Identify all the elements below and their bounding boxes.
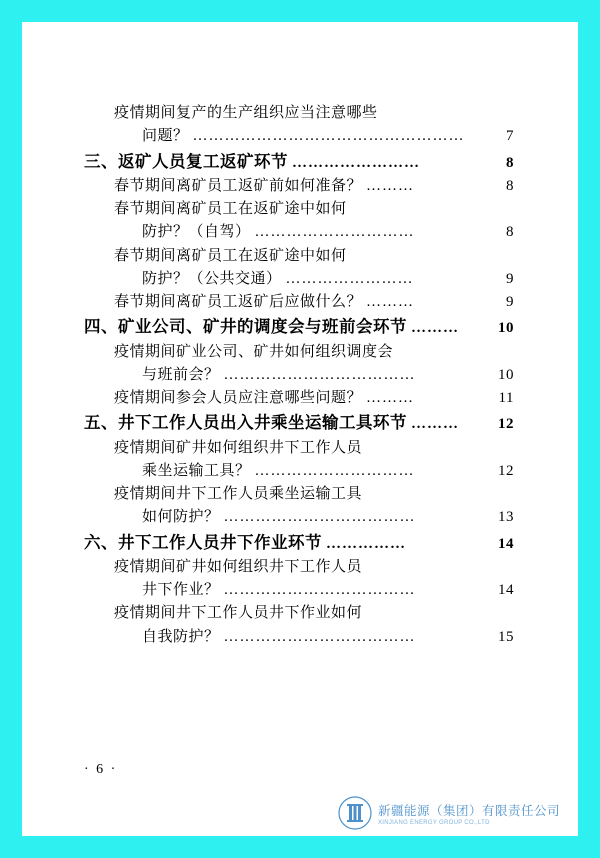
toc-leader-dots: ………………………… [254, 224, 415, 241]
toc-entry-title: 疫情期间矿井如何组织井下工作人员 [114, 439, 363, 456]
toc-entry-page: 8 [506, 154, 514, 171]
toc-leader-dots: …………………… [292, 154, 420, 171]
document-page [22, 22, 578, 836]
toc-entry[interactable] [84, 410, 514, 436]
page-number: · 6 · [84, 762, 118, 777]
toc-entry-page: 9 [506, 270, 514, 287]
toc-entry[interactable] [84, 125, 514, 148]
toc-entry-title: 春节期间离矿员工在返矿途中如何 [114, 201, 347, 217]
company-watermark-text [378, 801, 560, 826]
toc-leader-dots: …………………… [285, 270, 414, 287]
toc-entry[interactable] [84, 314, 514, 340]
toc-entry-page: 14 [498, 582, 514, 598]
toc-entry-title: 春节期间离矿员工返矿后应做什么？ [114, 294, 363, 310]
toc-entry[interactable] [84, 221, 514, 244]
toc-entry[interactable] [84, 602, 514, 625]
toc-entry[interactable] [84, 175, 514, 198]
toc-leader-dots: …………………………………………… [192, 128, 465, 145]
toc-entry-page: 10 [498, 366, 514, 383]
toc-entry-page: 9 [506, 294, 514, 310]
toc-entry-title: 四、矿业公司、矿井的调度会与班前会环节 [84, 317, 407, 337]
toc-entry[interactable] [84, 268, 514, 291]
toc-entry-title: 五、井下工作人员出入井乘坐运输工具环节 [84, 413, 407, 433]
toc-entry-page: 13 [498, 509, 514, 526]
toc-entry-title: 六、井下工作人员井下作业环节 [84, 532, 322, 552]
toc-leader-dots: ……………………………… [223, 628, 416, 645]
toc-entry-title: 三、返矿人员复工返矿环节 [84, 151, 288, 171]
toc-entry[interactable] [84, 341, 514, 364]
toc-entry-title: 如何防护？ [142, 509, 220, 526]
toc-entry[interactable] [84, 579, 514, 602]
toc-leader-dots: ……………………………… [223, 582, 416, 598]
toc-entry[interactable] [84, 198, 514, 221]
toc-entry-title: 疫情期间井下工作人员乘坐运输工具 [114, 486, 363, 502]
toc-entry-page: 10 [498, 320, 514, 337]
company-logo-icon [338, 796, 372, 830]
toc-leader-dots: …………… [326, 535, 406, 552]
toc-entry-title: 防护？（自驾） [142, 224, 251, 241]
toc-entry[interactable] [84, 530, 514, 556]
toc-entry-page: 11 [498, 390, 514, 406]
toc-entry[interactable] [84, 102, 514, 125]
toc-leader-dots: ……… [366, 390, 415, 406]
toc-entry[interactable] [84, 149, 514, 175]
toc-entry-page: 14 [498, 535, 514, 552]
toc-entry-page: 15 [498, 628, 514, 645]
toc-entry[interactable] [84, 387, 514, 410]
toc-entry-title: 疫情期间井下工作人员井下作业如何 [114, 605, 363, 622]
toc-leader-dots: ……… [411, 416, 459, 433]
toc-entry[interactable] [84, 556, 514, 579]
toc-leader-dots: ……………………………… [223, 509, 416, 526]
toc-entry-page: 8 [506, 224, 514, 241]
toc-entry-title: 疫情期间矿业公司、矿井如何组织调度会 [114, 343, 394, 360]
company-name-english: XINJIANG ENERGY GROUP CO.,LTD [377, 819, 490, 826]
toc-entry-title: 与班前会？ [142, 366, 220, 383]
toc-leader-dots: ……………………………… [223, 366, 416, 383]
toc-entry-title: 疫情期间复产的生产组织应当注意哪些 [114, 105, 378, 121]
toc-entry[interactable] [84, 626, 514, 649]
toc-entry-title: 春节期间离矿员工在返矿途中如何 [114, 247, 347, 264]
toc-entry-title: 自我防护？ [142, 628, 220, 645]
toc-entry[interactable] [84, 483, 514, 506]
toc-entry-title: 乘坐运输工具？ [142, 462, 251, 479]
toc-entry[interactable] [84, 460, 514, 483]
table-of-contents [84, 102, 514, 649]
toc-entry-title: 疫情期间参会人员应注意哪些问题？ [114, 390, 363, 406]
toc-entry-page: 12 [498, 416, 514, 433]
toc-leader-dots: ……… [411, 320, 459, 337]
toc-entry[interactable] [84, 437, 514, 460]
toc-entry[interactable] [84, 245, 514, 268]
company-name: 新疆能源（集团）有限责任公司 [377, 803, 560, 818]
toc-entry[interactable] [84, 364, 514, 387]
toc-leader-dots: ………………………… [254, 462, 415, 479]
toc-entry-page: 8 [506, 177, 514, 194]
toc-entry[interactable] [84, 506, 514, 529]
toc-entry-page: 7 [506, 128, 514, 145]
toc-entry-title: 疫情期间矿井如何组织井下工作人员 [114, 558, 363, 575]
toc-leader-dots: ……… [366, 294, 415, 310]
company-watermark [338, 796, 560, 830]
toc-entry-title: 问题？ [142, 128, 189, 145]
toc-entry[interactable] [84, 291, 514, 314]
toc-entry-page: 12 [498, 462, 514, 479]
toc-leader-dots: ……… [366, 177, 415, 194]
toc-entry-title: 防护？（公共交通） [142, 270, 282, 287]
toc-entry-title: 井下作业？ [142, 582, 220, 598]
toc-entry-title: 春节期间离矿员工返矿前如何准备？ [114, 177, 363, 194]
